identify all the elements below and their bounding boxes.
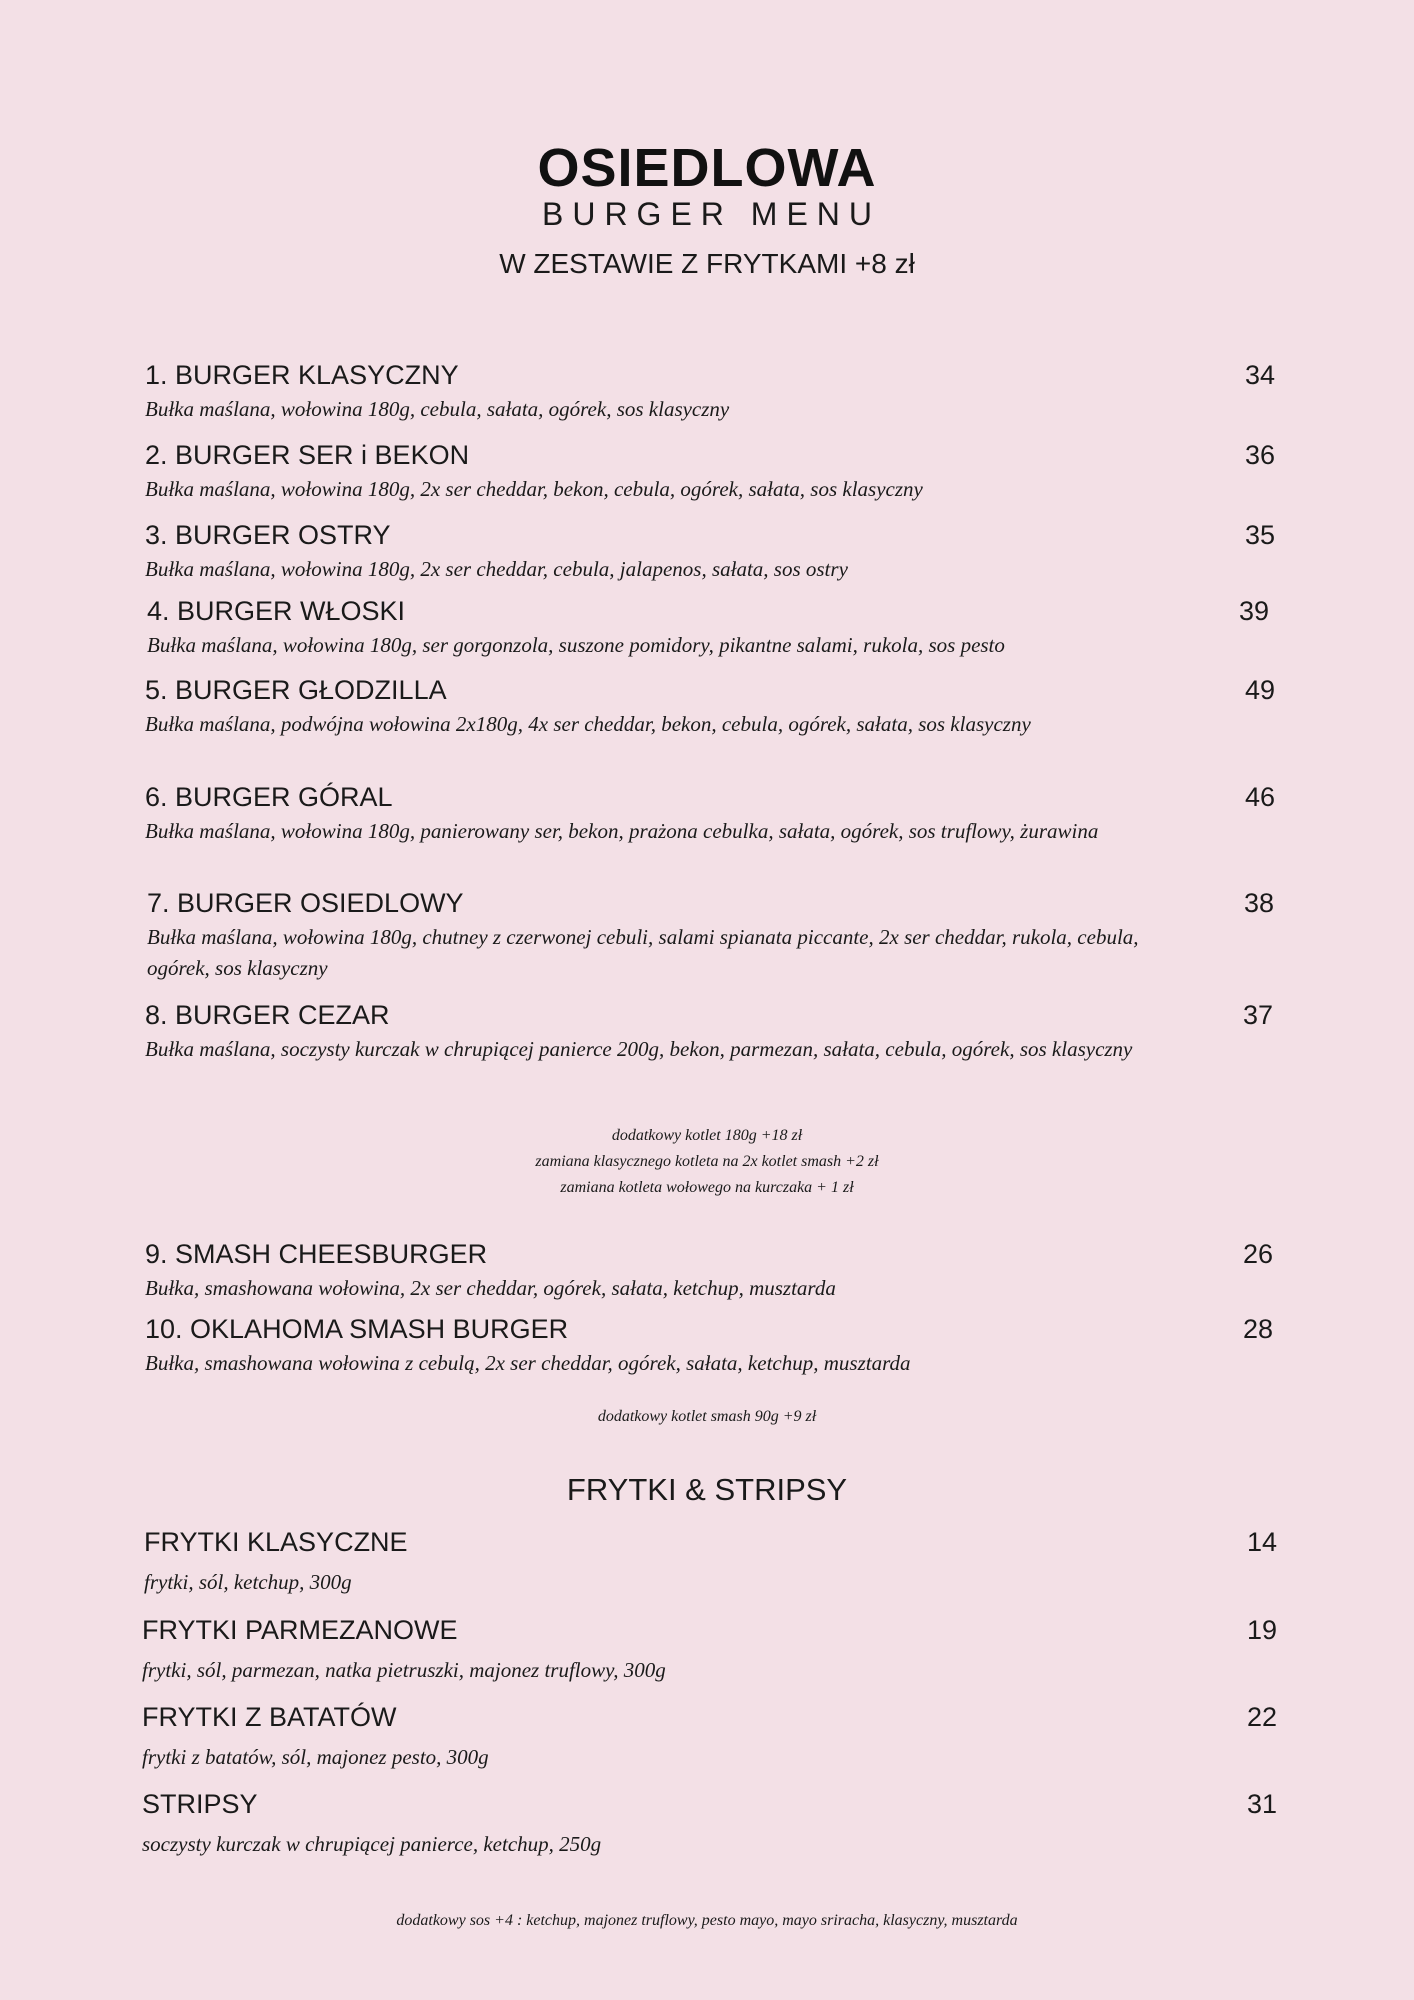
item-description: Bułka maślana, wołowina 180g, 2x ser cheddar, bekon, cebula, ogórek, sałata, sos klasyczny bbox=[145, 477, 923, 501]
item-name: 8. BURGER CEZAR bbox=[145, 1000, 390, 1030]
item-name: 1. BURGER KLASYCZNY bbox=[145, 360, 459, 390]
item-name: 6. BURGER GÓRAL bbox=[145, 782, 393, 812]
item-price: 38 bbox=[1243, 888, 1274, 918]
item-price: 22 bbox=[1246, 1702, 1277, 1732]
menu-item-frytki-klasyczne bbox=[144, 1525, 1277, 1598]
menu-item-burger-wloski bbox=[147, 594, 1269, 661]
fries-section-title: FRYTKI & STRIPSY bbox=[566, 1472, 848, 1507]
item-name: 10. OKLAHOMA SMASH BURGER bbox=[145, 1314, 569, 1344]
item-price: 26 bbox=[1242, 1239, 1273, 1269]
item-price: 34 bbox=[1244, 360, 1275, 390]
item-price: 19 bbox=[1246, 1615, 1277, 1645]
extra-note: zamiana kotleta wołowego na kurczaka + 1 zł bbox=[560, 1179, 854, 1196]
item-name: 4. BURGER WŁOSKI bbox=[147, 596, 406, 626]
item-description: Bułka maślana, soczysty kurczak w chrupiącej panierce 200g, bekon, parmezan, sałata, cebula, ogórek, sos klasyczny bbox=[145, 1037, 1133, 1061]
item-name: 5. BURGER GŁODZILLA bbox=[145, 675, 447, 705]
item-name: 3. BURGER OSTRY bbox=[145, 520, 391, 550]
item-description: Bułka maślana, wołowina 180g, ser gorgonzola, suszone pomidory, pikantne salami, rukola, sos pesto bbox=[147, 633, 1005, 657]
extra-note: dodatkowy kotlet 180g +18 zł bbox=[611, 1127, 803, 1144]
menu-item-burger-ostry bbox=[145, 518, 1275, 585]
menu-item-burger-cezar bbox=[145, 998, 1273, 1065]
item-name: FRYTKI KLASYCZNE bbox=[144, 1527, 408, 1557]
item-price: 36 bbox=[1244, 440, 1275, 470]
item-description: Bułka maślana, wołowina 180g, cebula, sałata, ogórek, sos klasyczny bbox=[145, 397, 730, 421]
extra-note: zamiana klasycznego kotleta na 2x kotlet smash +2 zł bbox=[535, 1153, 879, 1170]
item-price: 28 bbox=[1242, 1314, 1273, 1344]
item-name: FRYTKI PARMEZANOWE bbox=[142, 1615, 458, 1645]
item-description: Bułka, smashowana wołowina, 2x ser cheddar, ogórek, sałata, ketchup, musztarda bbox=[145, 1276, 836, 1300]
item-price: 35 bbox=[1244, 520, 1275, 550]
menu-subtitle: BURGER MENU bbox=[541, 196, 881, 232]
item-price: 31 bbox=[1246, 1789, 1277, 1819]
menu-item-smash-cheesburger bbox=[145, 1237, 1273, 1304]
menu-item-stripsy bbox=[142, 1787, 1277, 1860]
item-price: 49 bbox=[1244, 675, 1275, 705]
item-name: 2. BURGER SER i BEKON bbox=[145, 440, 470, 470]
item-description: soczysty kurczak w chrupiącej panierce, ketchup, 250g bbox=[142, 1832, 602, 1856]
burger-extras-notes bbox=[0, 1123, 1414, 1201]
item-price: 37 bbox=[1242, 1000, 1273, 1030]
brand-logo: OSIEDLOWA bbox=[537, 138, 877, 198]
item-name: STRIPSY bbox=[142, 1789, 258, 1819]
item-description: frytki, sól, parmezan, natka pietruszki, majonez truflowy, 300g bbox=[142, 1658, 666, 1682]
menu-item-burger-ser-bekon bbox=[145, 438, 1275, 505]
smash-extras-note: dodatkowy kotlet smash 90g +9 zł bbox=[597, 1408, 817, 1425]
menu-item-burger-klasyczny bbox=[145, 358, 1275, 425]
combo-offer: W ZESTAWIE Z FRYTKAMI +8 zł bbox=[499, 248, 915, 279]
item-description: frytki z batatów, sól, majonez pesto, 300g bbox=[142, 1745, 489, 1769]
item-name: 7. BURGER OSIEDLOWY bbox=[147, 888, 464, 918]
item-description: Bułka maślana, wołowina 180g, 2x ser cheddar, cebula, jalapenos, sałata, sos ostry bbox=[145, 557, 848, 581]
menu-item-frytki-z-batatow bbox=[142, 1700, 1277, 1773]
item-description: Bułka maślana, wołowina 180g, panierowany ser, bekon, prażona cebulka, sałata, ogórek, sos truflowy, żurawina bbox=[145, 819, 1099, 843]
menu-item-burger-goral bbox=[145, 780, 1275, 847]
item-description: Bułka, smashowana wołowina z cebulą, 2x ser cheddar, ogórek, sałata, ketchup, musztarda bbox=[145, 1351, 911, 1375]
item-price: 46 bbox=[1244, 782, 1275, 812]
menu-item-burger-glodzilla bbox=[145, 673, 1275, 740]
menu-item-frytki-parmezanowe bbox=[142, 1613, 1277, 1686]
menu-item-burger-osiedlowy bbox=[147, 886, 1274, 984]
sauce-extras-note: dodatkowy sos +4 : ketchup, majonez truflowy, pesto mayo, mayo sriracha, klasyczny, musztarda bbox=[396, 1912, 1018, 1929]
item-description: Bułka maślana, wołowina 180g, chutney z czerwonej cebuli, salami spianata piccante, 2x ser cheddar, rukola, cebula, ogórek, sos klasyczny bbox=[147, 925, 1139, 980]
item-description: frytki, sól, ketchup, 300g bbox=[144, 1570, 352, 1594]
item-name: FRYTKI Z BATATÓW bbox=[142, 1702, 397, 1732]
item-description: Bułka maślana, podwójna wołowina 2x180g, 4x ser cheddar, bekon, cebula, ogórek, sałata, sos klasyczny bbox=[145, 712, 1031, 736]
item-price: 39 bbox=[1238, 596, 1269, 626]
menu-item-oklahoma-smash-burger bbox=[145, 1312, 1273, 1379]
item-price: 14 bbox=[1246, 1527, 1277, 1557]
item-name: 9. SMASH CHEESBURGER bbox=[145, 1239, 488, 1269]
